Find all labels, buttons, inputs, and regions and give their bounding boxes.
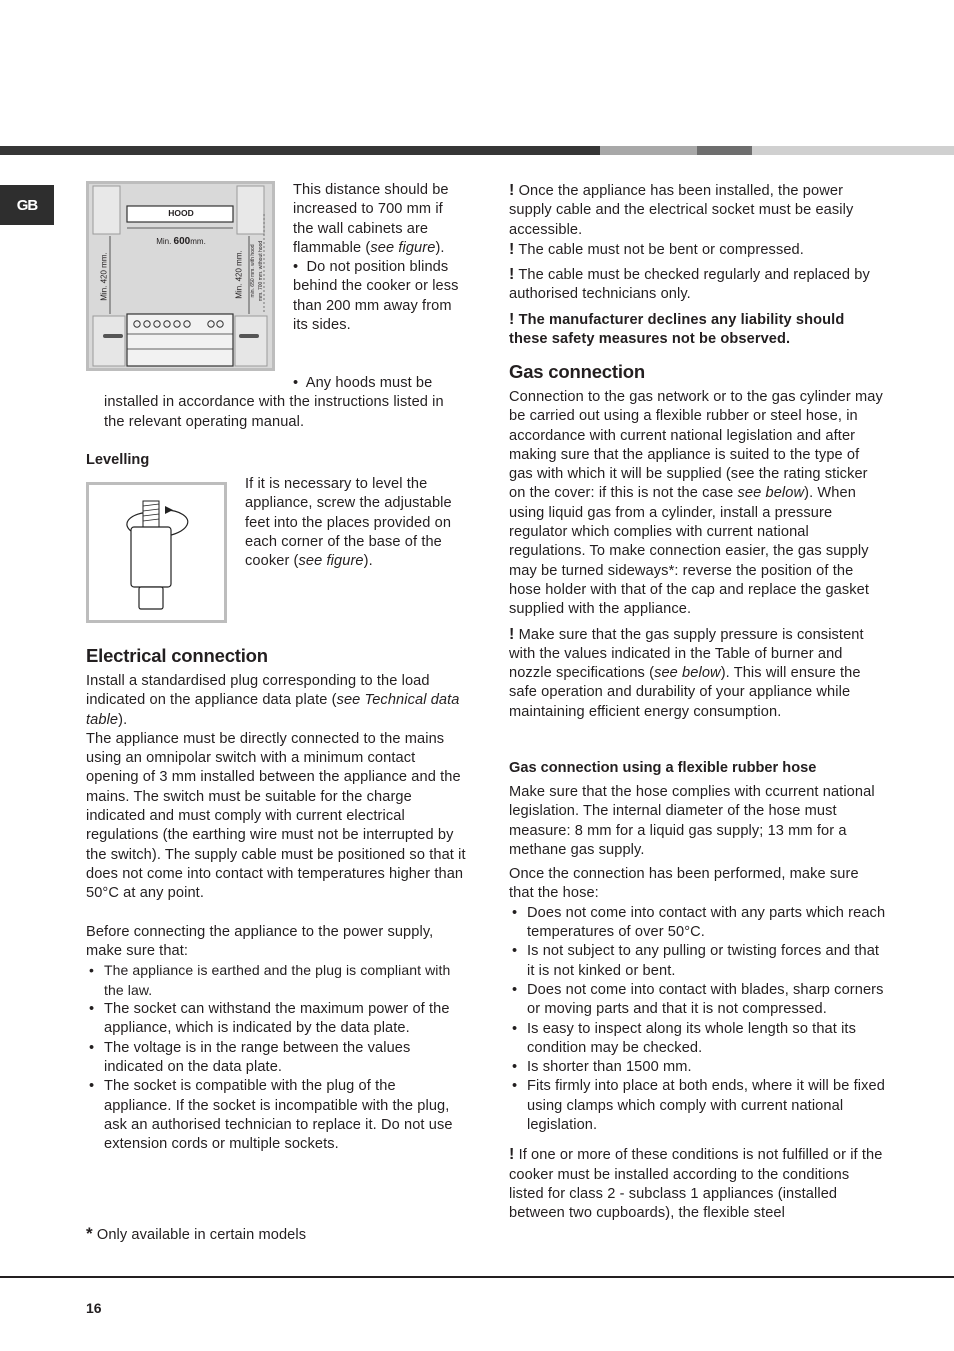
gas-title: Gas connection — [509, 361, 645, 382]
electrical-text: Install a standardised plug corresponding to the load indicated on the appliance data plate (see Technical data table). The appliance must be directly connected to the mains using an omnipolar switch with a minimum contact opening of 3 mm installed between the appliance and the mains. The switch must be suitable for the charge indicated and must comply with current electrical regulations (the earthing wire must not be interrupted by the switch). The supply cable must be positioned so that it does not come into contact with temperatures higher than 50°C at any point. Before connecting the appliance to the power supply, make sure that: • The appliance is earthed and the plug is compliant with the law. • The socket can withstand the maximum power of the appliance, which is indicated by the data plate. • The voltage is in the range between the values indicated on the data plate. • The socket is compatible with the plug of the appliance. If the socket is incompatible with the plug, ask an authorised technician to replace it. Do not use extension cords or multiple sockets. — [86, 672, 466, 1154]
list-item: • Does not come into contact with any parts which reach temperatures of over 50°C. — [509, 904, 887, 943]
gas-hose-p1: Make sure that the hose complies with ccurrent national legislation. The internal diameter of the hose must measure: 8 mm for a liquid gas supply; 13 mm for a methane gas supply. — [509, 784, 875, 858]
min-left-label: Min. 420 mm. — [99, 252, 109, 301]
electrical-checklist — [86, 961, 466, 1154]
electrical-title: Electrical connection — [86, 645, 268, 666]
footer-rule — [0, 1276, 954, 1278]
hood-label: HOOD — [168, 208, 194, 218]
list-item: • Does not come into contact with blades, sharp corners or moving parts and that it is not compressed. — [509, 981, 887, 1020]
warning-1: ! Once the appliance has been installed, the power supply cable and the electrical socket must be easily accessible. — [509, 182, 854, 238]
gas-text — [509, 388, 887, 722]
warning-2: ! The cable must not be bent or compressed. — [509, 240, 804, 258]
language-tab: GB — [0, 185, 54, 225]
gas-hose-p3: ! If one or more of these conditions is not fulfilled or if the cooker must be installed according to the conditions listed for class 2 - subclass 1 appliances (installed between two cupboards), the flexible steel — [509, 1146, 883, 1222]
list-item: • Is easy to inspect along its whole length so that its condition may be checked. — [509, 1020, 887, 1059]
list-item: • The voltage is in the range between the values indicated on the data plate. — [86, 1039, 466, 1078]
right-warnings — [509, 181, 887, 349]
list-item: • Is not subject to any pulling or twisting forces and that it is not kinked or bent. — [509, 942, 887, 981]
hose-checklist — [509, 904, 887, 1136]
footnote: * Only available in certain models — [86, 1224, 307, 1243]
list-item: • The socket is compatible with the plug of the appliance. If the socket is incompatible with the plug, ask an authorised technician to replace it. Do not use extension cords or multiple sockets. — [86, 1077, 466, 1154]
electrical-p2: The appliance must be directly connected to the mains using an omnipolar switch with a minimum contact opening of 3 mm installed between the appliance and the mains. The switch must be suitable for the charge indicated and must comply with current electrical regulations (the earthing wire must not be interrupted by the switch). The supply cable must be positioned so that it does not come into contact with temperatures higher than 50°C at any point. — [86, 730, 466, 902]
gas-p2: ! Make sure that the gas supply pressure is consistent with the values indicated in the Table of burner and nozzle specifications (see below). This will ensure the safe operation and durability of your appliance while maintaining efficient energy consumption. — [509, 625, 864, 720]
warning-4: ! The manufacturer declines any liability should these safety measures not be observed. — [509, 310, 845, 348]
intro-p1: This distance should be increased to 700 mm if the wall cabinets are flammable (see figure). — [293, 182, 449, 256]
warning-3: ! The cable must be checked regularly and replaced by authorised technicians only. — [509, 266, 870, 303]
without-hood-label: mm. 700 mm. without hood — [258, 240, 264, 302]
hood-installation-figure — [86, 181, 275, 371]
min-width-label: Min. 600mm. — [156, 236, 206, 247]
list-item: • Is shorter than 1500 mm. — [509, 1058, 887, 1077]
levelling-figure — [86, 482, 227, 623]
gas-p1: Connection to the gas network or to the gas cylinder may be carried out using a flexible rubber or steel hose, in accordance with current national legislation and after making sure that the appliance is suited to the type of gas with which it will be supplied (see the rating sticker on the cover: if this is not the case see below). When using liquid gas from a cylinder, install a pressure regulator which complies with current national regulations. To make connection easier, the gas supply may be turned sideways*: reverse the position of the hose holder with that of the cap and replace the gasket supplied with the appliance. — [509, 389, 883, 618]
levelling-text: If it is necessary to level the appliance, screw the adjustable feet into the places provided on each corner of the base of the cooker (see figure). — [245, 476, 452, 570]
gas-hose-p2: Once the connection has been performed, make sure that the hose: — [509, 866, 859, 902]
electrical-p3: Before connecting the appliance to the power supply, make sure that: — [86, 923, 434, 960]
list-item: • Fits firmly into place at both ends, where it will be fixed using clamps which comply with current national legislation. — [509, 1077, 887, 1135]
list-item: • The socket can withstand the maximum power of the appliance, which is indicated by the data plate. — [86, 1000, 466, 1039]
gas-hose-title: Gas connection using a flexible rubber hose — [509, 760, 817, 776]
intro-p2: • Do not position blinds behind the cooker or less than 200 mm away from its sides. — [293, 259, 459, 334]
with-hood-label: min. 650 mm. with hood — [250, 244, 256, 298]
header-bar-light — [600, 146, 697, 155]
page-number: 16 — [86, 1300, 102, 1316]
list-item: • The appliance is earthed and the plug is compliant with the law. — [86, 961, 466, 1000]
intro-p3: • Any hoods must be installed in accordance with the instructions listed in the relevant operating manual. — [104, 375, 444, 430]
intro-text — [293, 181, 465, 335]
header-bar-dark — [0, 146, 600, 155]
gas-hose-text — [509, 783, 887, 1224]
header-bar-mid — [697, 146, 752, 155]
header-bar-pale — [752, 146, 954, 155]
levelling-title: Levelling — [86, 452, 150, 468]
min-right-label: Min. 420 mm. — [234, 250, 244, 299]
